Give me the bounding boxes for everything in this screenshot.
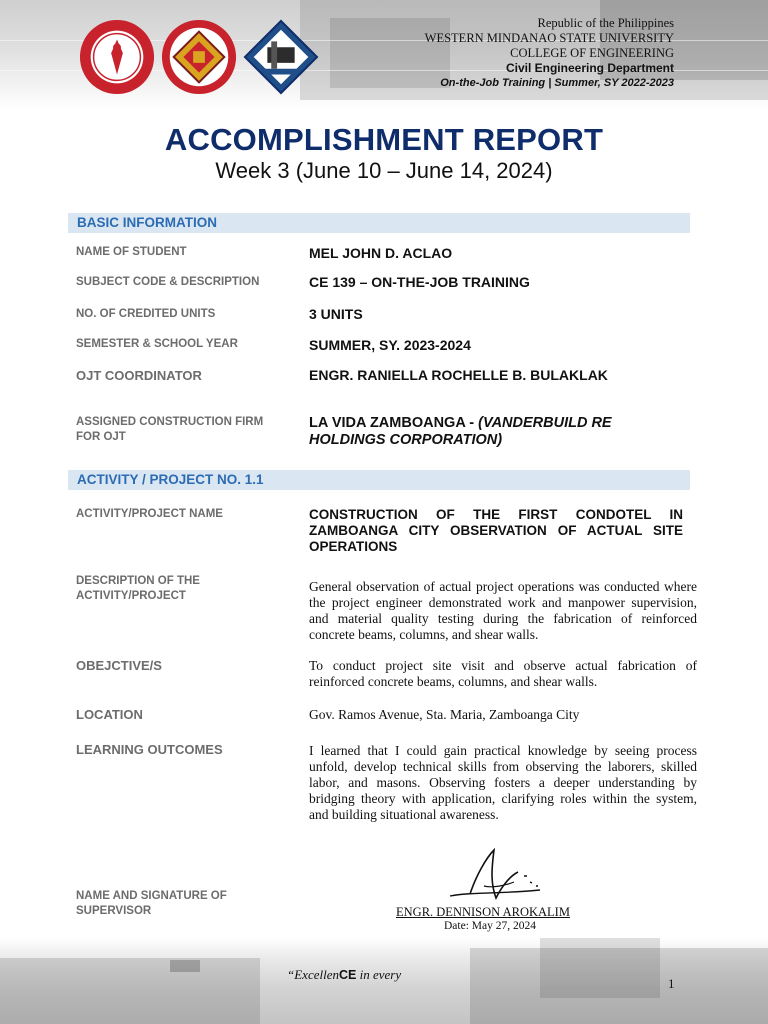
field-label-subject: SUBJECT CODE & DESCRIPTION [76,276,260,288]
firm-label-line2: FOR OJT [76,431,126,443]
label-activity-description [76,574,200,604]
republic-line: Republic of the Philippines [537,16,674,30]
firm-name: LA VIDA ZAMBOANGA - [309,415,479,431]
motto-bold: CE [338,968,357,982]
department-line: Civil Engineering Department [505,61,674,75]
footer-motto [287,967,401,983]
civil-engineering-logo [242,18,320,96]
label-objectives: OBEJCTIVE/S [76,658,162,673]
label-supervisor [76,889,227,919]
field-value-student: MEL JOHN D. ACLAO [309,245,453,261]
field-label-student: NAME OF STUDENT [76,246,187,258]
value-location: Gov. Ramos Avenue, Sta. Maria, Zamboanga City [309,707,580,722]
field-label-coordinator: OJT COORDINATOR [76,368,202,383]
report-week: Week 3 (June 10 – June 14, 2024) [215,158,553,183]
desc-label-line1: DESCRIPTION OF THE [76,575,200,587]
field-label-units: NO. OF CREDITED UNITS [76,308,216,320]
motto-prefix: “Excellen [287,967,339,982]
firm-label-line1: ASSIGNED CONSTRUCTION FIRM [76,416,264,428]
field-label-firm [76,415,263,445]
field-value-semester: SUMMER, SY. 2023-2024 [309,337,471,353]
label-location: LOCATION [76,707,143,722]
value-learning-outcomes: I learned that I could gain practical knowledge by seeing process unfold, develop technical skills from observing the laborers, skilled labor, and masons. Observing fosters a deeper understanding by bridging theory with application, clarifying roles within the system, and building situational awareness. [309,743,697,822]
program-line: On-the-Job Training | Summer, SY 2022-2023 [440,77,674,89]
field-label-semester: SEMESTER & SCHOOL YEAR [76,338,238,350]
field-value-firm [309,415,612,449]
university-line: WESTERN MINDANAO STATE UNIVERSITY [424,31,674,45]
logo-row [78,16,320,98]
report-title: ACCOMPLISHMENT REPORT [164,122,604,157]
label-learning-outcomes: LEARNING OUTCOMES [76,742,223,757]
supervisor-name: ENGR. DENNISON AROKALIM [396,905,570,919]
label-activity-name: ACTIVITY/PROJECT NAME [76,508,223,520]
firm-company-line2: HOLDINGS CORPORATION) [309,432,503,448]
supervisor-date: Date: May 27, 2024 [444,920,536,932]
wmsu-seal-logo [78,18,156,96]
field-value-coordinator: ENGR. RANIELLA ROCHELLE B. BULAKLAK [309,367,608,383]
supervisor-signature [440,846,560,908]
page-number: 1 [668,976,675,991]
field-value-subject: CE 139 – ON-THE-JOB TRAINING [309,274,530,290]
motto-suffix: in every [356,967,402,982]
supervisor-label-line1: NAME AND SIGNATURE OF [76,890,227,902]
value-activity-description: General observation of actual project operations was conducted where the project engineer demonstrated work and manpower supervision, and material quality testing during the fabrication of reinforced concrete beams, columns, and shear walls. [309,579,697,642]
institution-header [425,16,674,91]
college-of-engineering-logo [160,18,238,96]
section-activity-project: ACTIVITY / PROJECT NO. 1.1 [68,470,690,490]
value-activity-name: CONSTRUCTION OF THE FIRST CONDOTEL IN ZAMBOANGA CITY OBSERVATION OF ACTUAL SITE OPERATIONS [309,507,683,554]
section-basic-information: BASIC INFORMATION [68,213,690,233]
college-line: COLLEGE OF ENGINEERING [510,46,674,60]
desc-label-line2: ACTIVITY/PROJECT [76,590,186,602]
value-objectives: To conduct project site visit and observe actual fabrication of reinforced concrete beams, columns, and shear walls. [309,658,697,689]
firm-company-line1: (VANDERBUILD RE [478,415,612,431]
field-value-units: 3 UNITS [309,306,363,322]
supervisor-label-line2: SUPERVISOR [76,905,152,917]
